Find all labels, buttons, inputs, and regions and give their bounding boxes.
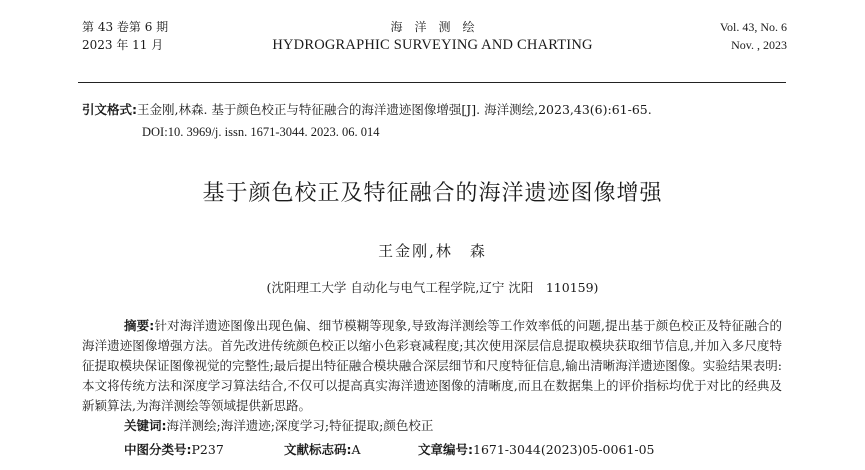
article-title: 基于颜色校正及特征融合的海洋遗迹图像增强 bbox=[202, 181, 663, 206]
issue-info-en bbox=[720, 18, 787, 54]
doc-code-label: 文献标志码: bbox=[284, 442, 352, 457]
authors: 王金刚,林 森 bbox=[378, 242, 487, 260]
abstract-label: 摘要: bbox=[124, 318, 155, 333]
document-code bbox=[284, 440, 361, 460]
clc-label: 中图分类号: bbox=[124, 442, 192, 457]
date-cn: 2023 年 11 月 bbox=[82, 38, 164, 52]
doc-code-value: A bbox=[351, 442, 361, 457]
citation-label: 引文格式: bbox=[82, 102, 137, 117]
journal-title-en: HYDROGRAPHIC SURVEYING AND CHARTING bbox=[272, 37, 593, 53]
citation-text: 王金刚,林森. 基于颜色校正与特征融合的海洋遗迹图像增强[J]. 海洋测绘,2023,43(6):61-65. bbox=[137, 102, 652, 117]
date-en: Nov. , 2023 bbox=[731, 38, 787, 52]
doi: DOI:10. 3969/j. issn. 1671-3044. 2023. 06. 014 bbox=[142, 125, 380, 139]
article-no-label: 文章编号: bbox=[418, 442, 473, 457]
clc-value: P237 bbox=[191, 442, 224, 457]
article-no-value: 1671-3044(2023)05-0061-05 bbox=[473, 442, 655, 457]
volume-cn: 第 43 卷第 6 期 bbox=[82, 20, 169, 34]
keywords-label: 关键词: bbox=[124, 418, 167, 433]
citation bbox=[82, 100, 652, 120]
article-number bbox=[418, 440, 654, 460]
keywords bbox=[124, 416, 433, 436]
journal-title-cn: 海洋测绘 bbox=[390, 20, 487, 34]
keywords-text: 海洋测绘;海洋遗迹;深度学习;特征提取;颜色校正 bbox=[166, 418, 434, 433]
abstract bbox=[82, 316, 782, 416]
abstract-text: 针对海洋遗迹图像出现色偏、细节模糊等现象,导致海洋测绘等工作效率低的问题,提出基于颜色校正及特征融合的海洋遗迹图像增强方法。首先改进传统颜色校正以缩小色彩衰减程度;其次使用深层信息提取模块获取细节信息,并加入多尺度特征提取模块保证图像视觉的完整性;最后提出特征融合模块融合深层细节和尺度特征信息,输出清晰海洋遗迹图像。实验结果表明:本文将传统方法和深度学习算法结合,不仅可以提高真实海洋遗迹图像的清晰度,而且在数据集上的评价指标均优于对比的经典及新颖算法,为海洋测绘等领域提供新思路。 bbox=[82, 318, 783, 413]
header-rule bbox=[78, 82, 786, 83]
affiliation: (沈阳理工大学 自动化与电气工程学院,辽宁 沈阳 110159) bbox=[266, 280, 599, 295]
volume-en: Vol. 43, No. 6 bbox=[719, 20, 787, 34]
clc-number bbox=[124, 440, 224, 460]
